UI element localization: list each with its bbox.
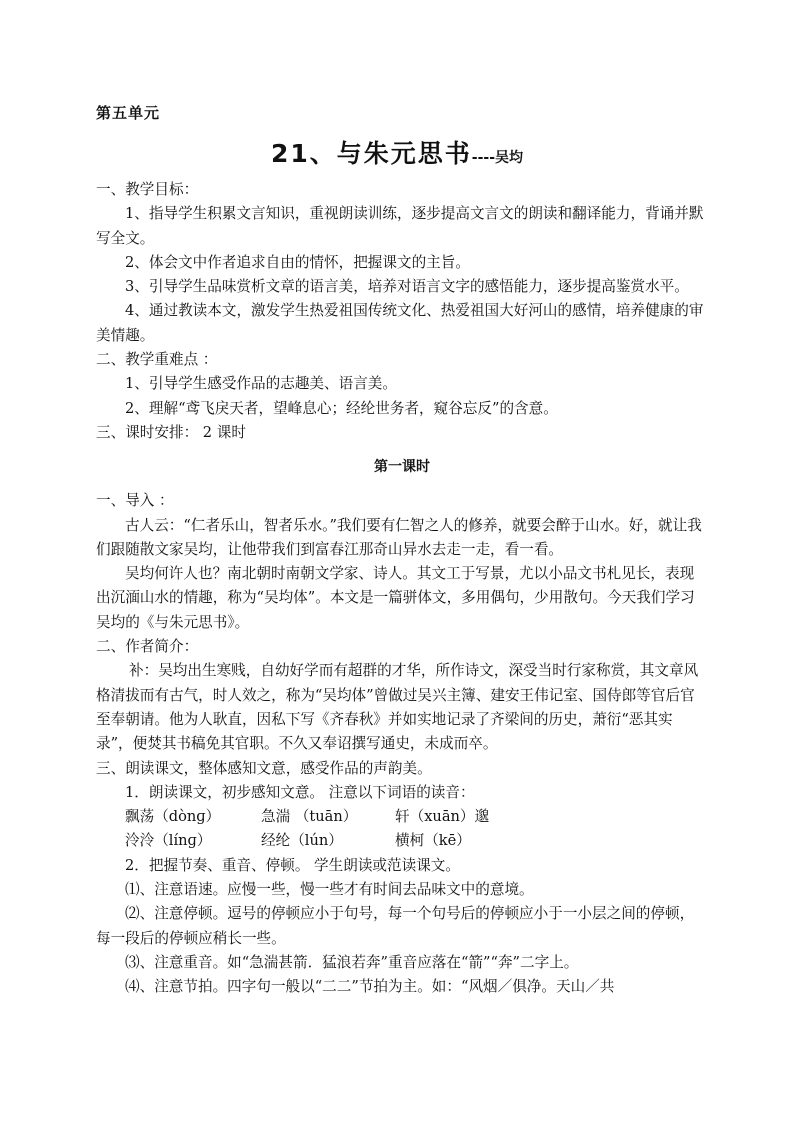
section-heading: 三、课时安排： 2 课时	[96, 423, 246, 441]
pronunciation-word: 横柯（kē）	[395, 832, 471, 850]
section-heading: 一、导入 ：	[96, 492, 174, 510]
pronunciation-row	[96, 805, 708, 829]
paragraph: 1、指导学生积累文言知识，重视朗读训练，逐步提高文言文的朗读和翻译能力，背诵并默写全文。	[96, 205, 704, 247]
section-heading: 二、作者简介：	[96, 638, 199, 656]
pronunciation-word: 轩（xuān）邈	[395, 808, 490, 826]
unit-label: 第五单元	[96, 104, 161, 122]
paragraph: 3、引导学生品味赏析文章的语言美，培养对语言文字的感悟能力，逐步提高鉴赏水平。	[125, 278, 689, 296]
paragraph: ⑵、注意停顿。逗号的停顿应小于句号，每一个句号后的停顿应小于一小层之间的停顿，每一段后的停顿应稍长一些。	[96, 905, 695, 947]
title-text: 21、与朱元思书	[270, 139, 472, 168]
pronunciation-word: 急湍 （tuān）	[261, 808, 358, 826]
pronunciation-word: 飘荡（dònɡ）	[125, 808, 221, 826]
pronunciation-row	[96, 829, 708, 853]
lesson-period-title: 第一课时	[374, 459, 430, 476]
paragraph: 1．朗读课文，初步感知文意。 注意以下词语的读音：	[125, 783, 475, 801]
paragraph: 2、体会文中作者追求自由的情怀，把握课文的主旨。	[125, 253, 470, 271]
paragraph: ⑶、注意重音。如“急湍甚箭．猛浪若奔”重音应落在“箭”“奔”二字上。	[125, 953, 579, 971]
document-body	[96, 178, 708, 1000]
section-heading: 三、朗读课文，整体感知文意，感受作品的声韵美。	[96, 759, 432, 777]
paragraph: 补：吴均出生寒贱，自幼好学而有超群的才华，所作诗文，深受当时行家称赏，其文章风格清拔而有古气，时人效之，称为“吴均体”曾做过吴兴主簿、建安王伟记室、国侍郎等官后官至奉朝请。他为人耿直，因私下写《齐春秋》并如实地记录了齐梁间的历史，萧衍“恶其实录”，便焚其书稿免其官职。不久又奉诏撰写通史，未成而卒。	[96, 662, 699, 753]
section-heading: 二、教学重难点 ：	[96, 351, 218, 369]
pronunciation-word: 经纶（lún）	[261, 832, 343, 850]
section-heading: 一、教学目标：	[96, 181, 199, 198]
paragraph: 吴均何许人也？南北朝时南朝文学家、诗人。其文工于写景，尤以小品文书札见长，表现出沉湎山水的情趣，称为“吴均体”。本文是一篇骈体文，多用偶句，少用散句。今天我们学习吴均的《与朱元思书》。	[96, 565, 695, 631]
pronunciation-word: 泠泠（línɡ）	[125, 832, 212, 850]
paragraph: 古人云：“仁者乐山，智者乐水。”我们要有仁智之人的修养，就要会醉于山水。好，就让我们跟随散文家吴均，让他带我们到富春江那奇山异水去走一走，看一看。	[96, 516, 702, 558]
paragraph: 2、理解“鸢飞戾天者，望峰息心；经纶世务者，窥谷忘反”的含意。	[125, 399, 558, 417]
paragraph: ⑷、注意节拍。四字句一般以“二二”节拍为主。如：“风烟／俱净。天山／共	[125, 978, 615, 996]
paragraph: ⑴、注意语速。应慢一些，慢一些才有时间去品味文中的意境。	[125, 881, 534, 899]
author-text: ----吴均	[471, 150, 524, 166]
lesson-title	[0, 134, 794, 170]
paragraph: 1、引导学生感受作品的志趣美、语言美。	[125, 375, 397, 393]
paragraph: 4、通过教读本文，激发学生热爱祖国传统文化、热爱祖国大好河山的感情，培养健康的审美情趣。	[96, 302, 704, 344]
paragraph: 2．把握节奏、重音、停顿。 学生朗读或范读课文。	[125, 856, 460, 874]
